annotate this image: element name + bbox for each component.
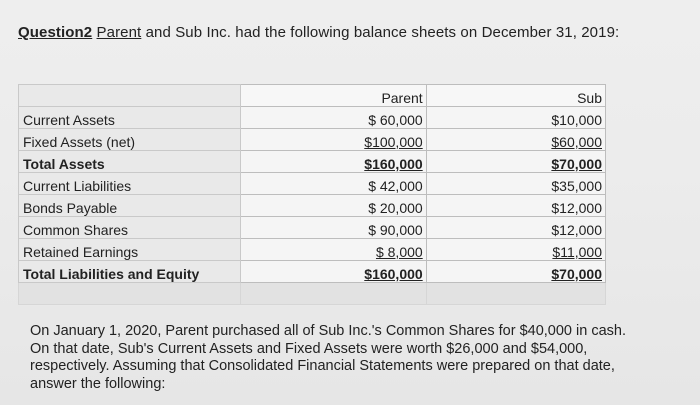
parent-value: $ 42,000 xyxy=(241,173,426,195)
header-sub: Sub xyxy=(426,85,605,107)
table-empty-row xyxy=(19,283,606,305)
balance-sheet-grid xyxy=(18,84,606,305)
row-label: Bonds Payable xyxy=(19,195,241,217)
table-header-row xyxy=(19,85,606,107)
table-row xyxy=(19,239,606,261)
question-heading xyxy=(18,24,619,41)
table-row xyxy=(19,173,606,195)
sub-value: $10,000 xyxy=(426,107,605,129)
notes-line: respectively. Assuming that Consolidated Financial Statements were prepared on that date, xyxy=(30,358,615,374)
row-label: Total Liabilities and Equity xyxy=(19,261,241,283)
sub-value: $60,000 xyxy=(426,129,605,151)
notes-line: On that date, Sub's Current Assets and Fixed Assets were worth $26,000 and $54,000, xyxy=(30,340,588,357)
table-row xyxy=(19,107,606,129)
notes-line: On January 1, 2020, Parent purchased all of Sub Inc.'s Common Shares for $40,000 in cash. xyxy=(30,323,627,339)
row-label: Common Shares xyxy=(19,217,241,239)
row-label: Total Assets xyxy=(19,151,241,173)
question-number: Question2 xyxy=(18,24,93,41)
row-label: Current Liabilities xyxy=(19,173,241,195)
parent-value: $ 90,000 xyxy=(241,217,426,239)
row-label: Current Assets xyxy=(19,107,241,129)
parent-value: $ 20,000 xyxy=(241,195,426,217)
sub-value: $11,000 xyxy=(426,239,605,261)
row-label: Retained Earnings xyxy=(19,239,241,261)
row-label: Fixed Assets (net) xyxy=(19,129,241,151)
header-label-cell xyxy=(19,85,241,107)
question-parent-word: Parent xyxy=(96,24,142,41)
sub-value: $35,000 xyxy=(426,173,605,195)
parent-value: $ 60,000 xyxy=(241,107,426,129)
parent-value: $160,000 xyxy=(241,151,426,173)
parent-value: $100,000 xyxy=(241,129,426,151)
sub-value: $70,000 xyxy=(426,261,605,283)
table-row xyxy=(19,129,606,151)
notes-line: answer the following: xyxy=(30,375,166,392)
empty-cell xyxy=(19,283,241,305)
parent-value: $ 8,000 xyxy=(241,239,426,261)
table-row xyxy=(19,261,606,283)
parent-value: $160,000 xyxy=(241,261,426,283)
table-row xyxy=(19,151,606,173)
empty-cell xyxy=(426,283,605,305)
table-row xyxy=(19,217,606,239)
question-text: and Sub Inc. had the following balance sheets on December 31, 2019: xyxy=(141,24,620,41)
header-parent: Parent xyxy=(241,85,426,107)
sub-value: $12,000 xyxy=(426,195,605,217)
balance-sheet-table xyxy=(18,84,606,306)
sub-value: $70,000 xyxy=(426,151,605,173)
sub-value: $12,000 xyxy=(426,217,605,239)
empty-cell xyxy=(241,283,426,305)
table-row xyxy=(19,195,606,217)
question-notes xyxy=(30,323,670,393)
